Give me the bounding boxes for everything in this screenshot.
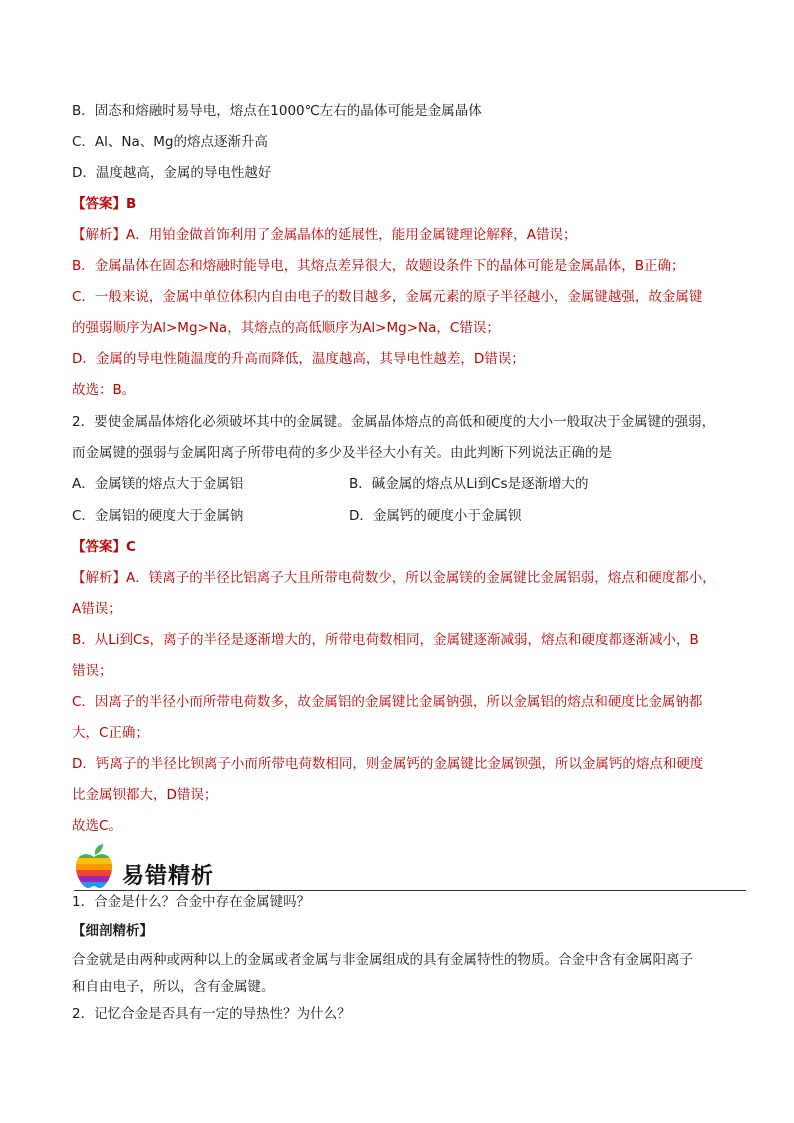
apple-stripe: [74, 882, 114, 890]
section-title: 易错精析: [122, 864, 215, 889]
q2-analysis-line: 【解析】A．镁离子的半径比铝离子大且所带电荷数少，所以金属镁的金属键比金属铝弱，熔点和硬度都小，: [72, 570, 716, 586]
q2-options-row-1: [72, 474, 722, 494]
q2-option-b: B．碱金属的熔点从Li到Cs是逐渐增大的: [349, 476, 589, 492]
section-tag: 【细剖精析】: [72, 923, 153, 939]
q2-analysis-line: B．从Li到Cs，离子的半径是逐渐增大的，所带电荷数相同，金属键逐渐减弱，熔点和硬度都逐渐减小，B: [72, 632, 699, 648]
q1-analysis-line: 的强弱顺序为Al>Mg>Na，其熔点的高低顺序为Al>Mg>Na，C错误；: [72, 320, 500, 336]
apple-logo-icon: [74, 843, 114, 890]
apple-stripe: [74, 864, 114, 870]
section-answer-line: 和自由电子，所以，含有金属键。: [72, 979, 275, 995]
q2-analysis-line: 比金属钡都大，D错误；: [72, 787, 218, 803]
apple-stripe: [74, 858, 114, 864]
q1-option-d: D．温度越高，金属的导电性越好: [72, 165, 272, 181]
q1-analysis-line: B．金属晶体在固态和熔融时能导电，其熔点差异很大，故题设条件下的晶体可能是金属晶体，B正确；: [72, 258, 685, 274]
q1-analysis-line: D．金属的导电性随温度的升高而降低，温度越高，其导电性越差，D错误；: [72, 351, 525, 367]
q2-analysis-line: 错误；: [72, 663, 113, 679]
section-divider: [74, 890, 746, 891]
apple-stripe: [74, 870, 114, 876]
q2-analysis-line: C．因离子的半径小而所带电荷数多，故金属铝的金属键比金属钠强，所以金属铝的熔点和硬度比金属钠都: [72, 694, 703, 710]
section-header: [74, 843, 746, 893]
section-question-1: 1．合金是什么？合金中存在金属键吗？: [72, 894, 311, 910]
apple-stripe: [74, 876, 114, 882]
apple-stripes: [74, 851, 114, 890]
q2-analysis-line: 故选C。: [72, 818, 122, 834]
q1-analysis-line: 故选：B。: [72, 382, 136, 398]
apple-leaf: [95, 844, 103, 855]
q2-option-a: A．金属镁的熔点大于金属铝: [72, 476, 244, 492]
q2-answer: 【答案】C: [72, 539, 136, 555]
q2-analysis-line: 大，C正确；: [72, 725, 149, 741]
q1-option-b: B．固态和熔融时易导电，熔点在1000℃左右的晶体可能是金属晶体: [72, 103, 482, 119]
apple-stripe: [74, 851, 114, 858]
q2-analysis-line: D．钙离子的半径比钡离子小而所带电荷数相同，则金属钙的金属键比金属钡强，所以金属钙的熔点和硬度: [72, 756, 704, 772]
section-answer-line: 合金就是由两种或两种以上的金属或者金属与非金属组成的具有金属特性的物质。合金中含有金属阳离子: [72, 952, 693, 968]
section-question-2: 2．记忆合金是否具有一定的导热性？为什么？: [72, 1006, 351, 1022]
q2-option-c: C．金属铝的硬度大于金属钠: [72, 508, 244, 524]
q1-answer: 【答案】B: [72, 196, 137, 212]
q2-options-row-2: [72, 506, 722, 526]
q2-stem-line: 而金属键的强弱与金属阳离子所带电荷的多少及半径大小有关。由此判断下列说法正确的是: [72, 445, 612, 461]
q1-analysis-line: C．一般来说，金属中单位体积内自由电子的数目越多，金属元素的原子半径越小，金属键越强，故金属键: [72, 289, 703, 305]
q1-analysis-line: 【解析】A．用铂金做首饰利用了金属晶体的延展性，能用金属键理论解释，A错误；: [72, 227, 577, 243]
q2-option-d: D．金属钙的硬度小于金属钡: [349, 508, 522, 524]
q2-analysis-line: A错误；: [72, 601, 122, 617]
q2-stem-line: 2．要使金属晶体熔化必须破坏其中的金属键。金属晶体熔点的高低和硬度的大小一般取决于金属键的强弱，: [72, 414, 716, 430]
q1-option-c: C．Al、Na、Mg的熔点逐渐升高: [72, 134, 269, 150]
